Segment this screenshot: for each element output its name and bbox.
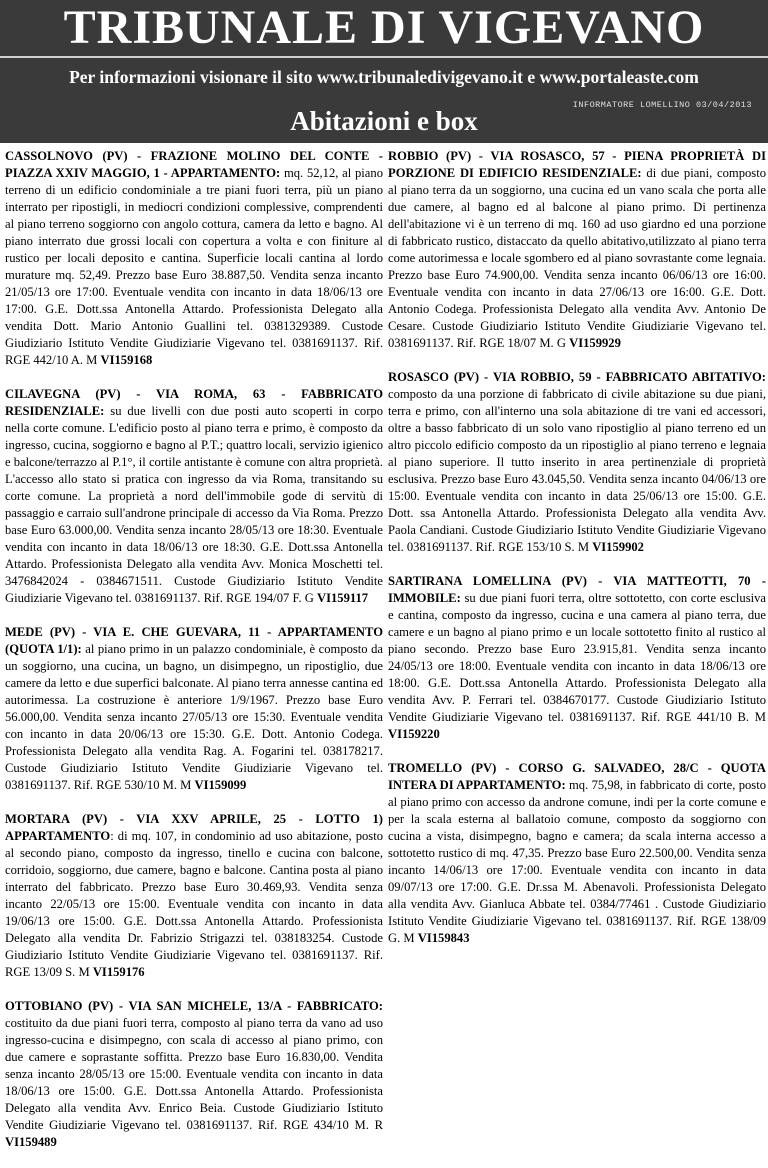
listing-body: : di mq. 107, in condominio ad uso abitazione, posto al secondo piano, composto da ingresso, tinello e cucina con balcone, corridoio, soggiorno, due camere, bagno e balcone. Cantina posta al piano interrato del fabbricato. Prezzo base Euro 30.469,93. Vendita senza incanto 22/05/13 ore 15:00. Eventuale vendita con incanto in data 19/06/13 ore 15:00. G.E. Dott.ssa Antonella Attardo. Professionista Delegato alla vendita Dr. Fabrizio Strigazzi tel. 038183254. Custode Giudiziario Istituto Vendite Giudiziarie Vigevano tel. 0381691137. Rif. RGE 13/09 S. M xyxy=(5,829,383,979)
listing xyxy=(388,760,766,947)
listing-ref: VI159168 xyxy=(100,353,153,367)
listing-heading: SARTIRANA LOMELLINA (PV) - VIA MATTEOTTI, 70 - IMMOBILE: xyxy=(388,574,766,605)
listing-heading: ROSASCO (PV) - VIA ROBBIO, 59 - FABBRICATO ABITATIVO: xyxy=(388,370,766,384)
listing-heading: MEDE (PV) - VIA E. CHE GUEVARA, 11 - APPARTAMENTO (QUOTA 1/1): xyxy=(5,625,383,656)
listing-body: costituito da due piani fuori terra, composto al piano terra da vano ad uso ingresso-cucina e disimpegno, con scala di accesso al piano primo, con due camere e soprastante soffitta. Prezzo base Euro 16.830,00. Vendita senza incanto 28/05/13 ore 15:00. Eventuale vendita con incanto in data 18/06/13 ore 15:00. G.E. Dott.ssa Antonella Attardo. Professionista Delegato alla vendita Avv. Enrico Beia. Custode Giudiziario Istituto Vendite Giudiziarie Vigevano tel. 0381691137. Rif. RGE 434/10 M. R xyxy=(5,1016,383,1132)
listing-ref: VI159176 xyxy=(92,965,145,979)
listing-ref: VI159902 xyxy=(592,540,644,554)
listing-ref: VI159489 xyxy=(5,1135,57,1149)
listing xyxy=(5,148,383,369)
listing xyxy=(5,624,383,794)
listing-heading: CASSOLNOVO (PV) - FRAZIONE MOLINO DEL CONTE - PIAZZA XXIV MAGGIO, 1 - APPARTAMENTO: xyxy=(5,149,383,180)
listing-ref: VI159929 xyxy=(569,336,621,350)
listing-body: su due piani fuori terra, oltre sottotetto, con corte esclusiva e cantina, composto da ingresso, cucina e una camera al piano terra, due camere e un bagno al piano primo e un locale sottotetto finito al rustico al piano secondo. Prezzo base Euro 23.915,81. Vendita senza incanto 24/05/13 ore 18:00. Eventuale vendita con incanto in data 18/06/13 ore 18:00. G.E. Dott.ssa Antonella Attardo. Professionista Delegato alla vendita Avv. P. Ferrari tel. 0384670177. Custode Giudiziario Istituto Vendite Giudiziarie Vigevano tel. 0381691137. Rif. RGE 441/10 B. M xyxy=(388,591,766,724)
listing-body: di due piani, composto al piano terra da un soggiorno, una cucina ed un vano scala che porta alle due camere, al bagno ed al balcone al piano primo. Di pertinenza dell'abitazione vi è un terreno di mq. 160 ad uso giardno ed una porzione di fabbricato rustico, distaccato da quello abitativo,utilizzato al piano terra come autorimessa e locale sgombero ed al piano sovrastante come legnaia. Prezzo base Euro 74.900,00. Vendita senza incanto 06/06/13 ore 16:00. Eventuale vendita con incanto in data 27/06/13 ore 16:00. G.E. Dott. Antonio Codega. Professionista Delegato alla vendita Avv. Antonio De Cesare. Custode Giudiziario Istituto Vendite Giudiziarie Vigevano tel. 0381691137. Rif. RGE 18/07 M. G xyxy=(388,166,766,350)
section-title: Abitazioni e box xyxy=(290,106,478,136)
listing-ref: VI159117 xyxy=(317,591,369,605)
info-line: Per informazioni visionare il sito www.tribunaledivigevano.it e www.portaleaste.com xyxy=(69,67,699,87)
masthead-title: TRIBUNALE DI VIGEVANO xyxy=(63,1,705,54)
listing xyxy=(388,148,766,352)
header-banner xyxy=(0,0,768,143)
listing-body: mq. 52,12, al piano terreno di un edificio condominiale a tre piani fuori terra, più un piano interrato per ripostigli, in mediocri condizioni complessive, comprendenti al piano terreno soggiorno con angolo cottura, camera da letto e bagno. Al piano interrato due grossi locali con copertura a volta e con finiture al rustico per locali deposito e cantina. Superficie locali cantina al lordo murature mq. 52,49. Prezzo base Euro 38.887,50. Vendita senza incanto 21/05/13 ore 17:00. Eventuale vendita con incanto in data 18/06/13 ore 17:00. G.E. Dott.ssa Antonella Attardo. Professionista Delegato alla vendita Dott. Mario Antonio Guallini tel. 0381329389. Custode Giudiziario Istituto Vendite Giudiziarie Vigevano tel. 0381691137. Rif. RGE 442/10 A. M xyxy=(5,166,383,367)
listing-ref: VI159099 xyxy=(194,778,247,792)
listing xyxy=(5,998,383,1151)
listing xyxy=(5,386,383,607)
listing xyxy=(5,811,383,981)
listing-body: mq. 75,98, in fabbricato di corte, posto al piano primo con accesso da androne comune, indi per la corte comune e per la scala esterna al ballatoio comune, composto da soggiorno con cucina a vista, disimpegno, bagno e camera; da scala interna accesso a sottotetto rustico di mq. 47,35. Prezzo base Euro 22.500,00. Vendita senza incanto 14/06/13 ore 17:00. Eventuale vendita con incanto in data 09/07/13 ore 17:00. G.E. Dr.ssa M. Abenavoli. Professionista Delegato alla vendita Avv. Gianluca Abbate tel. 0384/77461 . Custode Giudiziario Istituto Vendite Giudiziarie Vigevano tel. 0381691137. Rif. RGE 138/09 G. M xyxy=(388,778,766,945)
listing-ref: VI159843 xyxy=(417,931,470,945)
listing-body: al piano primo in un palazzo condominiale, è composto da un soggiorno, una cucina, un bagno, un disimpegno, un ripostiglio, due camere da letto e due superfici balconate. Al piano terra annesse cantina ed autorimessa. La costruzione è anteriore 1/9/1967. Prezzo base Euro 56.000,00. Vendita senza incanto 27/05/13 ore 15:30. Eventuale vendita con incanto in data 20/06/13 ore 15:30. G.E. Dott. Antonio Codega. Professionista Delegato alla vendita Rag. A. Fogarini tel. 038178217. Custode Giudiziario Istituto Vendite Giudiziarie Vigevano tel. 0381691137. Rif. RGE 530/10 M. M xyxy=(5,642,384,792)
right-column xyxy=(388,148,766,964)
listing xyxy=(388,369,766,556)
listing-heading: TROMELLO (PV) - CORSO G. SALVADEO, 28/C - QUOTA INTERA DI APPARTAMENTO: xyxy=(388,761,766,792)
listing-body: composto da una porzione di fabbricato di civile abitazione su due piani, terra e primo, con all'interno una sola abitazione di tre vani ed accessori, oltre a basso fabbricato di un solo vano ripostiglio al piano terreno ed un altro piccolo edificio composto da un ripostiglio al piano terreno e legnaia al piano superiore. Il tutto inserito in area pertinenziale di proprietà esclusiva. Prezzo base Euro 43.045,50. Vendita senza incanto 04/06/13 ore 15:00. Eventuale vendita con incanto in data 25/06/13 ore 15:00. G.E. Dott. ssa Antonella Attardo. Professionista Delegato alla vendita Avv. Paola Candiani. Custode Giudiziario Istituto Vendite Giudiziarie Vigevano tel. 0381691137. Rif. RGE 153/10 S. M xyxy=(388,387,766,554)
listing-ref: VI159220 xyxy=(388,727,440,741)
header-divider xyxy=(0,56,768,58)
left-column xyxy=(5,148,383,1168)
listing xyxy=(388,573,766,743)
listing-body: su due livelli con due posti auto scoperti in corpo nella corte comune. L'edificio posto al piano terra e primo, è composto da ingresso, cucina, soggiorno e bagno al P.T.; quattro locali, servizio igienico e balcone/terrazzo al P.1°, il cortile antistante è comune con altra proprietà. L'accesso allo stato si pratica con ingresso da via Roma, transitando su corte comune. La proprietà a nord dell'immobile gode di servitù di passaggio e carraio sull'androne principale di accesso da Via Roma. Prezzo base Euro 63.000,00. Vendita senza incanto 28/05/13 ore 18:30. Eventuale vendita con incanto in data 18/06/13 ore 18:30. G.E. Dott.ssa Antonella Attardo. Professionista Delegato alla vendita Avv. Monica Moschetti tel. 3476842024 - 0384671511. Custode Giudiziario Istituto Vendite Giudiziarie Vigevano tel. 0381691137. Rif. RGE 194/07 F. G xyxy=(5,404,383,605)
listing-heading: ROBBIO (PV) - VIA ROSASCO, 57 - PIENA PROPRIETÀ DI PORZIONE DI EDIFICIO RESIDENZIALE: xyxy=(388,149,766,180)
listing-heading: MORTARA (PV) - VIA XXV APRILE, 25 - LOTTO 1) APPARTAMENTO xyxy=(5,812,383,843)
publication-stamp: INFORMATORE LOMELLINO 03/04/2013 xyxy=(572,100,752,110)
listing-heading: OTTOBIANO (PV) - VIA SAN MICHELE, 13/A - FABBRICATO: xyxy=(5,999,383,1013)
listing-heading: CILAVEGNA (PV) - VIA ROMA, 63 - FABBRICATO RESIDENZIALE: xyxy=(5,387,383,418)
